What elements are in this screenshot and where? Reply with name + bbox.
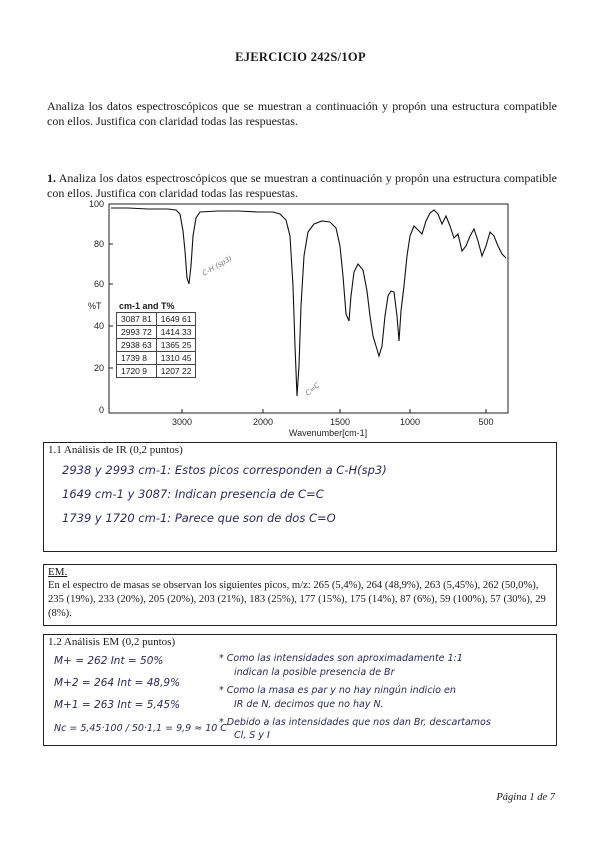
peak-table-body: [116, 312, 196, 378]
table-row: [117, 326, 196, 339]
ir-answer-3: 1739 y 1720 cm-1: Parece que son de dos C=O: [62, 511, 336, 525]
table-cell: 2993 72: [117, 326, 157, 339]
y-unit: %T: [88, 301, 102, 311]
em-peaks-text: En el espectro de masas se observan los siguientes picos, m/z: 265 (5,4%), 264 (48,9%), 263 (5,45%), 262 (50,0%), 235 (19%), 233 (20%), 205 (20%), 203 (21%), 183 (25%), 177 (15%), 175 (14%), 87 (6%), 59 (100%), 57 (30%), 29 (8%).: [48, 580, 546, 619]
em-left-line-1: M+ = 262 Int = 50%: [54, 655, 164, 667]
em-right-line-2: indican la posible presencia de Br: [234, 667, 395, 678]
em-title: EM.: [48, 566, 68, 578]
intro-text: Analiza los datos espectroscópicos que se muestran a continuación y propón una estructura compatible con ellos. Justifica con claridad todas las respuestas.: [47, 99, 557, 128]
page-number: Página 1 de 7: [496, 792, 555, 803]
table-row: [117, 313, 196, 326]
em-left-line-4: Nc = 5,45·100 / 50·1,1 = 9,9 ≈ 10 C: [54, 723, 227, 734]
em-right-line-4: IR de N, decimos que no hay N.: [234, 699, 384, 710]
em-left-line-3: M+1 = 263 Int = 5,45%: [54, 699, 181, 711]
ir-answer-1: 2938 y 2993 cm-1: Estos picos corresponden a C-H(sp3): [62, 463, 387, 477]
table-cell: 3087 81: [117, 313, 157, 326]
em-analysis-header: 1.2 Análisis EM (0,2 puntos): [48, 636, 176, 648]
table-cell: 1365 25: [156, 339, 196, 352]
em-left-line-2: M+2 = 264 Int = 48,9%: [54, 677, 181, 689]
table-cell: 1739 8: [117, 352, 157, 365]
em-right-line-6: Cl, S y I: [234, 730, 270, 741]
table-cell: 1649 61: [156, 313, 196, 326]
y-tick: 80: [93, 239, 104, 249]
ir-analysis-header: 1.1 Análisis de IR (0,2 puntos): [48, 444, 183, 456]
y-tick: 0: [98, 405, 104, 415]
em-analysis-box: [43, 634, 557, 746]
x-axis-label: Wavenumber[cm-1]: [288, 428, 368, 438]
annotation-ch: C-H (sp3): [201, 254, 234, 278]
y-tick: 40: [93, 321, 104, 331]
x-tick: 3000: [171, 417, 193, 427]
ir-answer-2: 1649 cm-1 y 3087: Indican presencia de C=C: [62, 487, 324, 501]
question-number: 1.: [47, 171, 56, 185]
table-row: [117, 365, 196, 378]
em-right-line-1: * Como las intensidades son aproximadamente 1:1: [219, 653, 463, 664]
peak-table: [116, 300, 196, 378]
y-tick: 20: [93, 363, 104, 373]
x-tick: 2000: [252, 417, 274, 427]
y-tick: 60: [93, 279, 104, 289]
exercise-title: EJERCICIO 242S/1OP: [235, 50, 366, 64]
table-row: [117, 339, 196, 352]
x-tick: 1000: [399, 417, 421, 427]
annotation-cc: C=C: [304, 381, 322, 398]
table-cell: 1414 33: [156, 326, 196, 339]
em-data-box: [43, 564, 557, 626]
table-row: [117, 352, 196, 365]
ir-spectrum-chart: [68, 196, 518, 441]
table-cell: 1207 22: [156, 365, 196, 378]
peak-table-header: cm-1 and T%: [119, 301, 175, 311]
table-cell: 1310 45: [156, 352, 196, 365]
table-cell: 2938 63: [117, 339, 157, 352]
y-tick: 100: [88, 199, 104, 209]
em-right-line-5: * Debido a las intensidades que nos dan Br, descartamos: [219, 717, 491, 728]
question-text: Analiza los datos espectroscópicos que se muestran a continuación y propón una estructura compatible con ellos. Justifica con claridad todas las respuestas.: [47, 171, 558, 200]
table-cell: 1720 9: [117, 365, 157, 378]
x-tick: 1500: [329, 417, 351, 427]
ir-analysis-box: [43, 442, 557, 552]
em-right-line-3: * Como la masa es par y no hay ningún indicio en: [219, 685, 456, 696]
x-tick: 500: [478, 417, 494, 427]
